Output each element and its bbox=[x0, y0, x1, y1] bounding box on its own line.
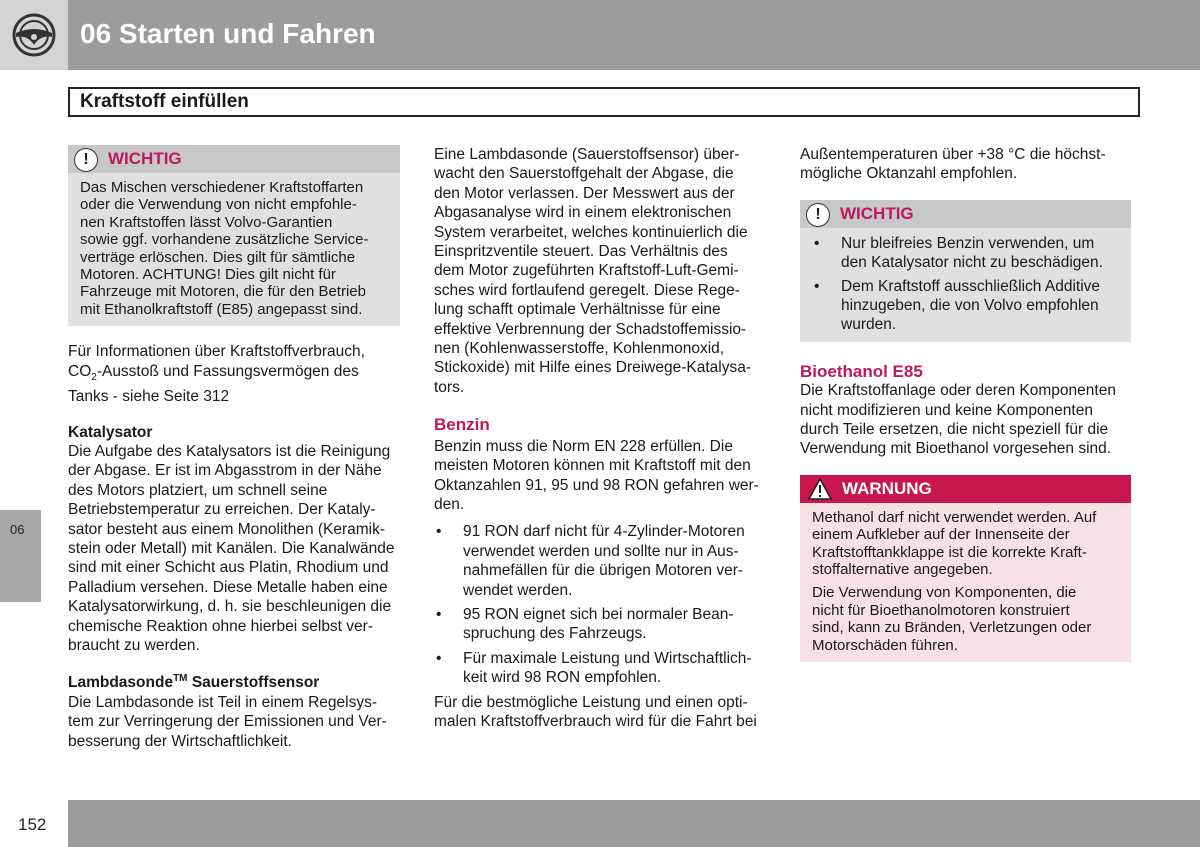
warning-triangle-icon bbox=[808, 478, 832, 500]
warning-title: WARNUNG bbox=[842, 478, 932, 498]
list-item bbox=[812, 234, 1119, 272]
notice-body bbox=[800, 228, 1131, 342]
benzin-heading: Benzin bbox=[434, 415, 490, 435]
list-item bbox=[434, 522, 770, 600]
text-line: Palladium versehen. Diese Metalle haben eine bbox=[68, 578, 388, 596]
text-line: nicht modifizieren und keine Komponenten bbox=[800, 401, 1093, 419]
info-paragraph bbox=[68, 342, 400, 406]
notice-header bbox=[68, 145, 400, 173]
text-line: Die Kraftstoffanlage oder deren Komponenten bbox=[800, 382, 1116, 400]
text-line: Tanks - siehe Seite 312 bbox=[68, 388, 230, 406]
lambda-paragraph bbox=[68, 693, 400, 751]
text-line: nicht für Bioethanolmotoren konstruiert bbox=[812, 601, 1070, 619]
column-1 bbox=[68, 145, 400, 751]
chapter-side-tab bbox=[0, 510, 41, 602]
text-line: Oktanzahlen 91, 95 und 98 RON gefahren wer- bbox=[434, 476, 759, 494]
text-line: Die Lambdasonde ist Teil in einem Regelsys- bbox=[68, 694, 378, 711]
text-line: Kraftstofftankklappe ist die korrekte Kraft- bbox=[812, 543, 1087, 561]
text-line: besserung der Wirtschaftlichkeit. bbox=[68, 732, 292, 750]
text-line: Eine Lambdasonde (Sauerstoffsensor) über- bbox=[434, 146, 740, 163]
text-line: braucht zu werden. bbox=[68, 637, 200, 655]
text-line: Die Aufgabe des Katalysators ist die Reinigung bbox=[68, 442, 391, 460]
notice-line: mit Ethanolkraftstoff (E85) angepasst sind. bbox=[80, 300, 363, 318]
exclamation-icon: ! bbox=[74, 148, 98, 172]
benzin-paragraph bbox=[434, 437, 770, 515]
warning-body bbox=[800, 503, 1131, 662]
text-line: effektive Verbrennung der Schadstoffemissio- bbox=[434, 320, 747, 338]
column-3 bbox=[800, 145, 1131, 662]
text-line: • 91 RON darf nicht für 4-Zylinder-Motoren bbox=[463, 523, 745, 541]
chapter-title: 06 Starten und Fahren bbox=[80, 18, 376, 49]
text-line: einem Aufkleber auf der Innenseite der bbox=[812, 526, 1070, 544]
notice-line: nen Kraftstoffen lässt Volvo-Garantien bbox=[80, 213, 333, 231]
text-line: • Dem Kraftstoff ausschließlich Additive bbox=[841, 277, 1101, 295]
text-line: Für die bestmögliche Leistung und einen opti- bbox=[434, 693, 748, 711]
notice-line: Fahrzeuge mit Motoren, die für den Betrieb bbox=[80, 283, 366, 301]
text-line: wendet werden. bbox=[463, 581, 573, 599]
important-notice bbox=[68, 145, 400, 326]
side-tab-label: 06 bbox=[10, 522, 25, 537]
text-line: des Motors platziert, um schnell seine bbox=[68, 481, 328, 499]
text-line: chemische Reaktion ohne hierbei selbst ver- bbox=[68, 617, 373, 635]
notice-list bbox=[812, 234, 1119, 334]
text-line: Benzin muss die Norm EN 228 erfüllen. Die bbox=[434, 437, 733, 455]
text-line: Katalysatorwirkung, d. h. sie beschleunigen die bbox=[68, 598, 392, 616]
text-line: meisten Motoren können mit Kraftstoff mit den bbox=[434, 457, 751, 475]
text-line: wurden. bbox=[841, 315, 897, 333]
notice-title: WICHTIG bbox=[108, 149, 182, 168]
co2-subscript: 2 bbox=[91, 371, 97, 383]
temperature-paragraph bbox=[800, 145, 1131, 184]
notice-title: WICHTIG bbox=[840, 203, 914, 223]
heading-fragment: Lambdasonde bbox=[68, 674, 174, 692]
text-line: nen (Kohlenwasserstoffe, Kohlenmonoxid, bbox=[434, 340, 725, 358]
text-line: mögliche Oktanzahl empfohlen. bbox=[800, 165, 1018, 183]
text-line: dem Motor zugeführten Kraftstoff-Luft-Gemi- bbox=[434, 262, 739, 280]
text-line: Die Verwendung von Komponenten, die bbox=[812, 584, 1077, 602]
trademark-superscript: TM bbox=[173, 673, 188, 685]
octane-list bbox=[434, 522, 770, 687]
text-line: System verarbeitet, welches kontinuierlich die bbox=[434, 223, 748, 241]
notice-body bbox=[68, 173, 400, 326]
notice-line: verträge erlöschen. Dies gilt für sämtliche bbox=[80, 248, 356, 266]
warning-header bbox=[800, 475, 1131, 503]
text-line: verwendet werden und sollte nur in Aus- bbox=[463, 542, 739, 560]
text-fragment: -Ausstoß und Fassungsvermögen des bbox=[96, 362, 359, 380]
page-footer bbox=[68, 800, 1200, 847]
lambda-continued-paragraph bbox=[434, 145, 770, 397]
text-line: Verwendung mit Bioethanol vorgesehen sind. bbox=[800, 440, 1112, 458]
text-line: Motorschäden führen. bbox=[812, 636, 958, 654]
header-icon-box bbox=[0, 0, 68, 70]
list-item bbox=[812, 277, 1119, 334]
text-line: wacht den Sauerstoffgehalt der Abgase, die bbox=[434, 165, 734, 183]
text-line: den Katalysator nicht zu beschädigen. bbox=[841, 253, 1103, 271]
list-item bbox=[434, 649, 770, 688]
warning-notice bbox=[800, 475, 1131, 662]
lambda-heading bbox=[68, 669, 400, 693]
text-line: sind, kann zu Bränden, Verletzungen oder bbox=[812, 619, 1092, 637]
steering-wheel-icon bbox=[10, 11, 58, 59]
text-line: Abgasanalyse wird in einem elektronischen bbox=[434, 204, 732, 222]
text-line: Stickoxide) mit Hilfe eines Dreiwege-Katalysa- bbox=[434, 359, 752, 377]
notice-header bbox=[800, 200, 1131, 228]
text-line: • Für maximale Leistung und Wirtschaftlich- bbox=[463, 649, 752, 667]
text-line: sator besteht aus einem Monolithen (Keramik- bbox=[68, 520, 386, 538]
text-line: spruchung des Fahrzeugs. bbox=[463, 625, 647, 643]
text-line: • Nur bleifreies Benzin verwenden, um bbox=[841, 234, 1095, 252]
text-line: Außentemperaturen über +38 °C die höchst- bbox=[800, 146, 1106, 163]
notice-line: Das Mischen verschiedener Kraftstoffarten bbox=[80, 179, 364, 196]
text-line: durch Teile ersetzen, die nicht speziell für die bbox=[800, 421, 1109, 439]
text-line: den Motor verlassen. Der Messwert aus der bbox=[434, 184, 735, 202]
notice-line: Motoren. ACHTUNG! Dies gilt nicht für bbox=[80, 266, 336, 284]
text-line: malen Kraftstoffverbrauch wird für die Fahrt bei bbox=[434, 712, 757, 730]
column-2 bbox=[434, 145, 770, 731]
text-line: sind mit einer Schicht aus Platin, Rhodium und bbox=[68, 559, 389, 577]
section-title: Kraftstoff einfüllen bbox=[68, 87, 1140, 117]
co2-text: CO bbox=[68, 362, 92, 380]
text-line: sches wird fortlaufend geregelt. Diese Rege- bbox=[434, 281, 740, 299]
notice-line: oder die Verwendung von nicht empfohle- bbox=[80, 196, 357, 214]
catalyst-paragraph bbox=[68, 442, 400, 655]
bioethanol-heading: Bioethanol E85 bbox=[800, 361, 923, 381]
text-line: stein oder Metall) mit Kanälen. Die Kanalwände bbox=[68, 540, 395, 557]
text-line: nahmefällen für die übrigen Motoren ver- bbox=[463, 562, 744, 580]
text-line: den. bbox=[434, 495, 465, 513]
list-item bbox=[434, 605, 770, 644]
text-line: Für Informationen über Kraftstoffverbrauch, bbox=[68, 343, 365, 361]
text-line: tors. bbox=[434, 378, 465, 396]
catalyst-heading: Katalysator bbox=[68, 423, 153, 441]
notice-line: sowie ggf. vorhandene zusätzliche Service- bbox=[80, 231, 369, 249]
text-line bbox=[68, 362, 400, 388]
text-line: Betriebstemperatur zu erreichen. Der Kataly- bbox=[68, 501, 376, 519]
bioethanol-paragraph bbox=[800, 381, 1131, 459]
exclamation-icon: ! bbox=[806, 203, 830, 227]
text-line: der Abgase. Er ist im Abgasstrom in der Nähe bbox=[68, 462, 382, 480]
text-line: keit wird 98 RON empfohlen. bbox=[463, 669, 662, 687]
benzin-end-paragraph bbox=[434, 693, 770, 732]
text-line: Methanol darf nicht verwendet werden. Auf bbox=[812, 508, 1097, 526]
text-line: Einspritzventile steuert. Das Verhältnis des bbox=[434, 243, 728, 261]
text-line: stoffalternative angegeben. bbox=[812, 561, 993, 579]
text-line: • 95 RON eignet sich bei normaler Bean- bbox=[463, 605, 734, 623]
text-line: lung schafft optimale Verhältnisse für eine bbox=[434, 301, 721, 319]
page-number: 152 bbox=[18, 815, 47, 834]
heading-fragment: Sauerstoffsensor bbox=[187, 674, 320, 692]
warning-paragraph bbox=[812, 509, 1119, 579]
text-line: tem zur Verringerung der Emissionen und Ver- bbox=[68, 713, 387, 731]
important-notice bbox=[800, 200, 1131, 342]
warning-paragraph bbox=[812, 584, 1119, 654]
text-line: hinzugeben, die von Volvo empfohlen bbox=[841, 296, 1099, 314]
